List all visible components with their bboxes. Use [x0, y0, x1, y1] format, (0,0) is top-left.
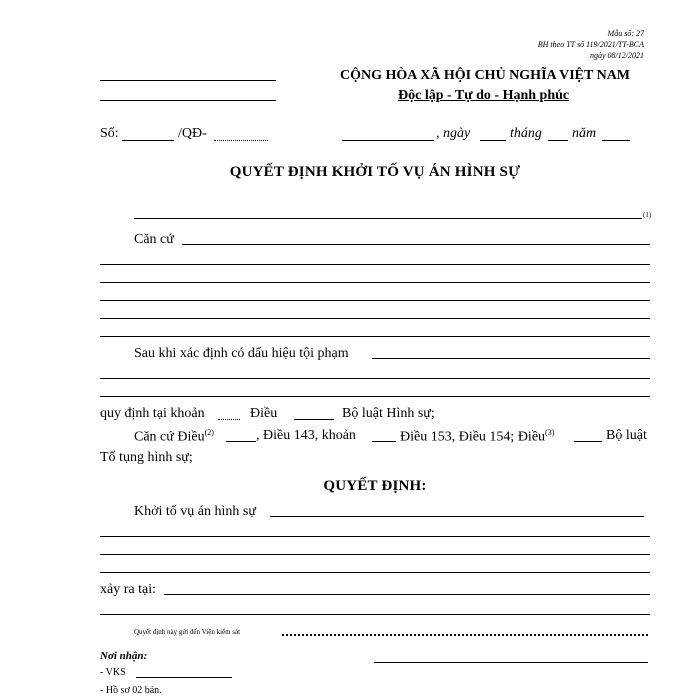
form-issued-by: BH theo TT số 119/2021/TT-BCA — [537, 40, 644, 49]
nam-label: năm — [572, 126, 597, 141]
can-cu-dieu-line2: Tố tụng hình sự; — [100, 450, 193, 465]
can-cu-field[interactable] — [182, 244, 650, 245]
can-cu-dieu-part3: Bộ luật — [606, 428, 647, 443]
so-field[interactable] — [122, 140, 174, 141]
thang-field[interactable] — [548, 140, 568, 141]
signature-line[interactable] — [374, 662, 648, 663]
form-meta — [538, 28, 644, 61]
place-field[interactable] — [342, 140, 434, 141]
agency-line-1[interactable] — [100, 80, 276, 81]
country-name: CỘNG HÒA XÃ HỘI CHỦ NGHĨA VIỆT NAM — [340, 68, 631, 83]
ngay-label: , ngày — [436, 126, 471, 141]
khoi-to-line-1[interactable] — [100, 536, 650, 537]
qd-field[interactable] — [214, 140, 268, 141]
sau-khi-field[interactable] — [372, 358, 650, 359]
can-cu-dieu-part2-wrap — [400, 428, 554, 446]
form-issued-date: ngày 08/12/2021 — [590, 51, 644, 60]
quy-dinh-prefix: quy định tại khoản — [100, 406, 205, 421]
thang-label: tháng — [510, 126, 542, 141]
form-number: Mẫu số: 27 — [607, 29, 644, 38]
dieu-3-field[interactable] — [574, 441, 602, 442]
footnote-2: (2) — [204, 428, 214, 437]
so-label: Số: — [100, 126, 119, 141]
authority-field[interactable] — [134, 218, 642, 219]
noi-nhan-vks-field[interactable] — [136, 677, 232, 678]
can-cu-line-1[interactable] — [100, 264, 650, 265]
dieu-2-field[interactable] — [226, 441, 256, 442]
xay-ra-label: xảy ra tại: — [100, 582, 156, 597]
sau-khi-label: Sau khi xác định có dấu hiệu tội phạm — [134, 346, 349, 361]
quy-dinh-suffix: Bộ luật Hình sự; — [342, 406, 435, 421]
xay-ra-field[interactable] — [164, 594, 650, 595]
khoi-to-line-2[interactable] — [100, 554, 650, 555]
nam-field[interactable] — [602, 140, 630, 141]
can-cu-line-3[interactable] — [100, 300, 650, 301]
khoan-field[interactable] — [218, 419, 240, 420]
footnote-1: (1) — [643, 211, 652, 219]
xay-ra-line-1[interactable] — [100, 614, 650, 615]
gui-vks-label: Quyết định này gửi đến Viện kiểm sát — [134, 628, 241, 636]
agency-line-2[interactable] — [100, 100, 276, 101]
sau-khi-line-2[interactable] — [100, 396, 650, 397]
can-cu-dieu-part2: Điều 153, Điều 154; Điều — [400, 429, 546, 445]
decision-heading: QUYẾT ĐỊNH: — [323, 478, 427, 494]
can-cu-dieu-line — [134, 428, 214, 446]
khoi-to-line-3[interactable] — [100, 572, 650, 573]
dieu-field[interactable] — [294, 419, 334, 420]
can-cu-label: Căn cứ — [134, 232, 174, 247]
can-cu-line-4[interactable] — [100, 318, 650, 319]
can-cu-dieu-part1: , Điều 143, khoản — [256, 428, 356, 443]
footnote-3: (3) — [545, 428, 555, 437]
noi-nhan-label: Nơi nhận: — [100, 650, 148, 662]
sau-khi-line-1[interactable] — [100, 378, 650, 379]
motto: Độc lập - Tự do - Hạnh phúc — [398, 88, 570, 103]
khoi-to-label: Khởi tố vụ án hình sự — [134, 504, 256, 519]
quy-dinh-dieu: Điều — [250, 406, 278, 421]
qd-label: /QĐ- — [178, 126, 207, 141]
khoan-2-field[interactable] — [372, 441, 396, 442]
gui-vks-field[interactable] — [282, 634, 648, 636]
noi-nhan-item-1: - VKS — [100, 667, 126, 678]
can-cu-line-5[interactable] — [100, 336, 650, 337]
noi-nhan-item-2: - Hồ sơ 02 bản. — [100, 685, 162, 696]
document-title: QUYẾT ĐỊNH KHỞI TỐ VỤ ÁN HÌNH SỰ — [229, 164, 521, 180]
can-cu-dieu-label: Căn cứ Điều — [134, 429, 205, 445]
can-cu-line-2[interactable] — [100, 282, 650, 283]
ngay-field[interactable] — [480, 140, 506, 141]
khoi-to-field[interactable] — [270, 516, 644, 517]
